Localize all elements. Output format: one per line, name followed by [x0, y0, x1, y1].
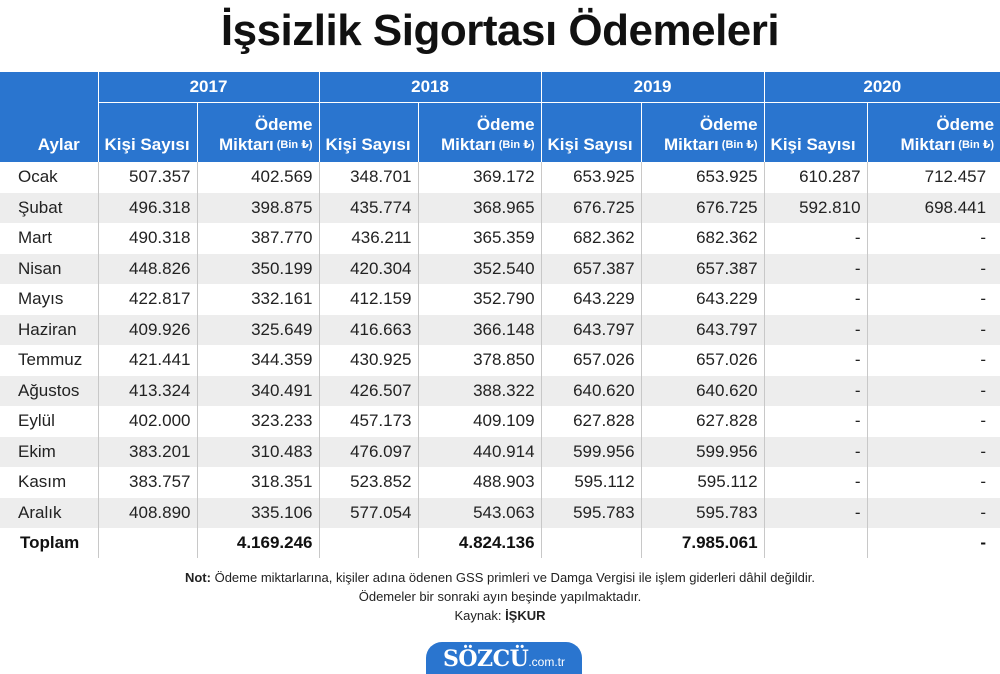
odeme-miktari-cell: 366.148: [418, 315, 541, 346]
odeme-miktari-cell: 323.233: [197, 406, 319, 437]
kisi-sayisi-cell: 412.159: [319, 284, 418, 315]
kisi-sayisi-cell: 627.828: [541, 406, 641, 437]
note-line-2: Ödemeler bir sonraki ayın beşinde yapılmaktadır.: [358, 589, 642, 604]
kisi-sayisi-cell: -: [764, 406, 867, 437]
table-row: [0, 193, 1000, 224]
kisi-sayisi-cell: 413.324: [98, 376, 197, 407]
source-label: Kaynak:: [454, 608, 506, 623]
kisi-sayisi-cell: 643.229: [541, 284, 641, 315]
kisi-sayisi-cell: 523.852: [319, 467, 418, 498]
odeme-miktari-cell: 325.649: [197, 315, 319, 346]
unemployment-insurance-table: [0, 72, 1000, 558]
odeme-miktari-cell: 350.199: [197, 254, 319, 285]
month-cell: Haziran: [0, 315, 98, 346]
month-cell: Aralık: [0, 498, 98, 529]
odeme-miktari-cell: 657.026: [641, 345, 764, 376]
total-cell: [98, 528, 197, 558]
odeme-miktari-cell: 627.828: [641, 406, 764, 437]
odeme-miktari-cell: -: [867, 437, 1000, 468]
odeme-unit: (Bin ₺): [498, 139, 535, 151]
total-cell: -: [980, 533, 987, 552]
total-row: [0, 528, 1000, 558]
month-cell: Kasım: [0, 467, 98, 498]
odeme-miktari-cell: -: [980, 228, 987, 248]
odeme-miktari-cell: 488.903: [418, 467, 541, 498]
kisi-sayisi-cell: 592.810: [764, 193, 867, 224]
odeme-miktari-cell: 365.359: [418, 223, 541, 254]
kisi-sayisi-cell: -: [764, 315, 867, 346]
odeme-miktari-cell: 398.875: [197, 193, 319, 224]
table-header: [0, 72, 1000, 162]
kisi-sayisi-cell: 676.725: [541, 193, 641, 224]
odeme-miktari-cell: 340.491: [197, 376, 319, 407]
kisi-sayisi-cell: 421.441: [98, 345, 197, 376]
logo-brand: SÖZCÜ: [443, 646, 529, 672]
kisi-sayisi-cell: 496.318: [98, 193, 197, 224]
odeme-label-line2: Miktarı: [663, 135, 719, 154]
kisi-sayisi-cell: 490.318: [98, 223, 197, 254]
odeme-miktari-cell: -: [867, 254, 1000, 285]
logo-tld: .com.tr: [528, 655, 565, 669]
kisi-sayisi-cell: 416.663: [319, 315, 418, 346]
odeme-unit: (Bin ₺): [721, 139, 758, 151]
kisi-sayisi-cell: 348.701: [319, 162, 418, 193]
notes: [0, 568, 1000, 625]
odeme-miktari-cell: 595.783: [641, 498, 764, 529]
odeme-miktari-cell: -: [867, 315, 1000, 346]
odeme-label-line1: Ödeme: [254, 115, 313, 134]
odeme-miktari-cell: 318.351: [197, 467, 319, 498]
kisi-sayisi-cell: 435.774: [319, 193, 418, 224]
total-cell: 4.824.136: [418, 528, 541, 558]
month-cell: Nisan: [0, 254, 98, 285]
total-cell: [319, 528, 418, 558]
odeme-miktari-cell: 352.790: [418, 284, 541, 315]
kisi-sayisi-cell: 595.112: [541, 467, 641, 498]
kisi-sayisi-cell: 420.304: [319, 254, 418, 285]
odeme-miktari-header: [641, 102, 764, 162]
odeme-label-line1: Ödeme: [699, 115, 758, 134]
total-cell: 4.169.246: [197, 528, 319, 558]
odeme-label-line1: Ödeme: [936, 115, 995, 134]
odeme-miktari-cell: 676.725: [641, 193, 764, 224]
kisi-sayisi-cell: 426.507: [319, 376, 418, 407]
odeme-miktari-cell: 387.770: [197, 223, 319, 254]
odeme-miktari-cell: -: [867, 498, 1000, 529]
kisi-sayisi-cell: -: [764, 437, 867, 468]
odeme-miktari-cell: 335.106: [197, 498, 319, 529]
year-header-2017: 2017: [98, 72, 319, 102]
table-row: [0, 254, 1000, 285]
kisi-sayisi-header: Kişi Sayısı: [764, 102, 867, 162]
odeme-unit: (Bin ₺): [276, 139, 313, 151]
table-row: [0, 162, 1000, 193]
kisi-sayisi-cell: -: [764, 498, 867, 529]
kisi-sayisi-cell: 643.797: [541, 315, 641, 346]
kisi-sayisi-cell: 457.173: [319, 406, 418, 437]
year-header-2020: 2020: [764, 72, 1000, 102]
odeme-miktari-cell: 682.362: [641, 223, 764, 254]
odeme-miktari-cell: 368.965: [418, 193, 541, 224]
kisi-sayisi-cell: 383.757: [98, 467, 197, 498]
odeme-label-line2: Miktarı: [440, 135, 496, 154]
total-cell: 7.985.061: [641, 528, 764, 558]
kisi-sayisi-header: Kişi Sayısı: [98, 102, 197, 162]
note-text: Ödeme miktarlarına, kişiler adına ödenen GSS primleri ve Damga Vergisi ile işlem giderleri dâhil değildir.: [210, 570, 816, 585]
odeme-miktari-cell: 352.540: [418, 254, 541, 285]
kisi-sayisi-cell: -: [764, 467, 867, 498]
month-cell: Temmuz: [0, 345, 98, 376]
table-body: [0, 162, 1000, 558]
kisi-sayisi-cell: 577.054: [319, 498, 418, 529]
kisi-sayisi-cell: 430.925: [319, 345, 418, 376]
year-header-2019: 2019: [541, 72, 764, 102]
month-cell: Şubat: [0, 193, 98, 224]
table-row: [0, 376, 1000, 407]
odeme-miktari-cell: 643.797: [641, 315, 764, 346]
odeme-miktari-cell: -: [980, 411, 987, 431]
table-row: [0, 467, 1000, 498]
month-cell: Eylül: [0, 406, 98, 437]
kisi-sayisi-cell: 657.387: [541, 254, 641, 285]
odeme-miktari-cell: 543.063: [418, 498, 541, 529]
odeme-miktari-cell: 698.441: [867, 193, 1000, 224]
table-row: [0, 406, 1000, 437]
odeme-label-line2: Miktarı: [218, 135, 274, 154]
odeme-miktari-cell: 653.925: [641, 162, 764, 193]
odeme-label-line2: Miktarı: [900, 135, 956, 154]
total-label: Toplam: [0, 528, 98, 558]
kisi-sayisi-cell: -: [764, 345, 867, 376]
column-header-row: [0, 102, 1000, 162]
odeme-miktari-cell: 643.229: [641, 284, 764, 315]
source-line: [0, 606, 1000, 625]
odeme-miktari-cell: -: [980, 289, 987, 309]
kisi-sayisi-cell: 422.817: [98, 284, 197, 315]
month-cell: Ekim: [0, 437, 98, 468]
year-header-2018: 2018: [319, 72, 541, 102]
kisi-sayisi-cell: 402.000: [98, 406, 197, 437]
kisi-sayisi-cell: 448.826: [98, 254, 197, 285]
kisi-sayisi-cell: 507.357: [98, 162, 197, 193]
odeme-miktari-cell: 402.569: [197, 162, 319, 193]
kisi-sayisi-cell: 610.287: [764, 162, 867, 193]
page-title: İşsizlik Sigortası Ödemeleri: [220, 6, 780, 55]
table-row: [0, 284, 1000, 315]
odeme-miktari-cell: 712.457: [924, 167, 987, 187]
kisi-sayisi-cell: 682.362: [541, 223, 641, 254]
month-cell: Mart: [0, 223, 98, 254]
kisi-sayisi-cell: -: [764, 376, 867, 407]
kisi-sayisi-cell: 409.926: [98, 315, 197, 346]
odeme-miktari-cell: 310.483: [197, 437, 319, 468]
odeme-miktari-cell: 409.109: [418, 406, 541, 437]
kisi-sayisi-cell: 595.783: [541, 498, 641, 529]
kisi-sayisi-cell: 436.211: [319, 223, 418, 254]
odeme-miktari-cell: 344.359: [197, 345, 319, 376]
table-row: [0, 498, 1000, 529]
kisi-sayisi-cell: 657.026: [541, 345, 641, 376]
odeme-miktari-cell: 599.956: [641, 437, 764, 468]
kisi-sayisi-cell: 408.890: [98, 498, 197, 529]
odeme-miktari-cell: 657.387: [641, 254, 764, 285]
odeme-miktari-cell: -: [980, 350, 987, 370]
note-line-1: [0, 568, 1000, 587]
kisi-sayisi-cell: -: [764, 223, 867, 254]
table-row: [0, 437, 1000, 468]
odeme-miktari-cell: 440.914: [418, 437, 541, 468]
kisi-sayisi-cell: -: [764, 284, 867, 315]
odeme-miktari-cell: 378.850: [418, 345, 541, 376]
odeme-miktari-header: [197, 102, 319, 162]
odeme-miktari-header: [867, 102, 1000, 162]
kisi-sayisi-cell: 599.956: [541, 437, 641, 468]
table-row: [0, 223, 1000, 254]
odeme-miktari-cell: -: [867, 376, 1000, 407]
note-label: Not:: [184, 570, 211, 585]
odeme-label-line1: Ödeme: [476, 115, 535, 134]
odeme-miktari-cell: 388.322: [418, 376, 541, 407]
odeme-miktari-cell: 640.620: [641, 376, 764, 407]
kisi-sayisi-cell: 476.097: [319, 437, 418, 468]
month-cell: Ağustos: [0, 376, 98, 407]
odeme-miktari-cell: 369.172: [418, 162, 541, 193]
total-cell: [764, 528, 867, 558]
total-cell: [541, 528, 641, 558]
odeme-unit: (Bin ₺): [958, 139, 995, 151]
kisi-sayisi-cell: -: [764, 254, 867, 285]
odeme-miktari-header: [418, 102, 541, 162]
kisi-sayisi-cell: 383.201: [98, 437, 197, 468]
kisi-sayisi-header: Kişi Sayısı: [541, 102, 641, 162]
source-name: İŞKUR: [505, 608, 546, 623]
month-cell: Mayıs: [0, 284, 98, 315]
kisi-sayisi-header: Kişi Sayısı: [319, 102, 418, 162]
sozcu-logo: [426, 642, 582, 674]
odeme-miktari-cell: 332.161: [197, 284, 319, 315]
odeme-miktari-cell: -: [980, 472, 987, 492]
kisi-sayisi-cell: 653.925: [541, 162, 641, 193]
kisi-sayisi-cell: 640.620: [541, 376, 641, 407]
table-row: [0, 345, 1000, 376]
month-cell: Ocak: [0, 162, 98, 193]
aylar-header: Aylar: [0, 72, 98, 162]
table-row: [0, 315, 1000, 346]
odeme-miktari-cell: 595.112: [641, 467, 764, 498]
